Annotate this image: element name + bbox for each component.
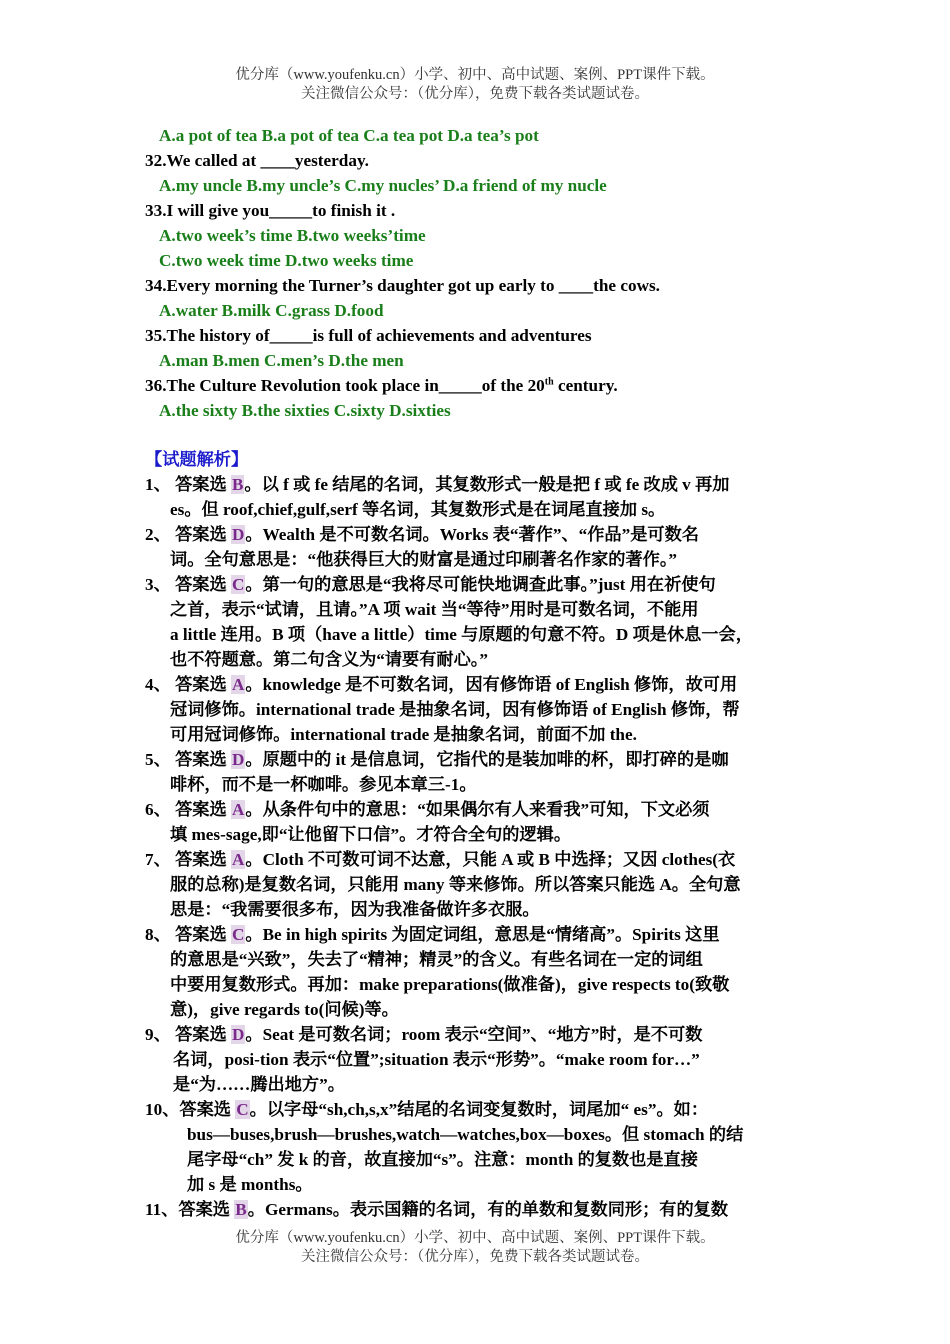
- answer-2: [145, 523, 699, 547]
- answer-4-line-2: 冠词修饰。international trade 是抽象名词，因有修饰语 of English 修饰，帮: [170, 700, 740, 719]
- header-line-2: 关注微信公众号：（优分库），免费下载各类试题试卷。: [301, 86, 649, 102]
- answer-7-line-3: 思是：“我需要很多布，因为我准备做许多衣服。: [170, 900, 540, 919]
- answer-9-key: D: [231, 1025, 245, 1044]
- answer-9-line-2: 名词，posi-tion 表示“位置”;situation 表示“形势”。“make room for…”: [173, 1050, 700, 1069]
- answer-5: [145, 748, 729, 772]
- answer-11-key: B: [235, 1200, 247, 1219]
- q33-text: 33.I will give you_____to finish it .: [145, 201, 396, 220]
- footer-line-1: 优分库（www.youfenku.cn）小学、初中、高中试题、案例、PPT课件下载。: [235, 1230, 715, 1246]
- answer-10-line-3: 尾字母“ch” 发 k 的音，故直接加“s”。注意：month 的复数也是直接: [187, 1150, 698, 1169]
- answer-7-line-1: 。Cloth 不可数可词不达意，只能 A 或 B 中选择；又因 clothes(衣: [245, 850, 736, 869]
- answer-6: [145, 798, 709, 822]
- answer-3-line-3: a little 连用。B 项（have a little）time 与原题的句意不符。D 项是休息一会，: [170, 625, 753, 644]
- answer-1-key: B: [231, 475, 244, 494]
- answer-8-key: C: [231, 925, 245, 944]
- q35-options: A.man B.men C.men’s D.the men: [159, 351, 404, 370]
- answer-3-key: C: [231, 575, 245, 594]
- answer-3: [145, 573, 716, 597]
- q36-text-main: 36.The Culture Revolution took place in_____of the 20: [145, 376, 545, 395]
- answer-2-key: D: [231, 525, 245, 544]
- answer-6-prefix: 6、 答案选: [145, 800, 231, 819]
- q31-options: A.a pot of tea B.a pot of tea C.a tea pot D.a tea’s pot: [159, 126, 539, 145]
- answer-3-line-1: 。第一句的意思是“我将尽可能快地调查此事。”just 用在祈使句: [245, 575, 716, 594]
- q36-text: [145, 374, 618, 398]
- answer-4-line-1: 。knowledge 是不可数名词，因有修饰语 of English 修饰，故可用: [245, 675, 738, 694]
- q32-options: A.my uncle B.my uncle’s C.my nucles’ D.a friend of my nucle: [159, 176, 607, 195]
- q36-options: A.the sixty B.the sixties C.sixty D.sixties: [159, 401, 451, 420]
- answer-8-line-3: 中要用复数形式。再加：make preparations(做准备)，give respects to(致敬: [170, 975, 730, 994]
- answer-3-line-2: 之首，表示“试请，且请。”A 项 wait 当“等待”用时是可数名词，不能用: [170, 600, 699, 619]
- q32-text: 32.We called at ____yesterday.: [145, 151, 369, 170]
- answer-10-line-4: 加 s 是 months。: [187, 1175, 313, 1194]
- answer-6-key: A: [231, 800, 245, 819]
- answer-10-line-2: bus—buses,brush—brushes,watch—watches,box—boxes。但 stomach 的结: [187, 1125, 744, 1144]
- answer-5-key: D: [231, 750, 245, 769]
- answer-1-line-2: es。但 roof,chief,gulf,serf 等名词，其复数形式是在词尾直接加 s。: [170, 500, 666, 519]
- analysis-title: 【试题解析】: [145, 450, 249, 469]
- answer-5-line-1: 。原题中的 it 是信息词，它指代的是装加啡的杯，即打碎的是咖: [245, 750, 729, 769]
- answer-1-prefix: 1、 答案选: [145, 475, 231, 494]
- q33-options-cd: C.two week time D.two weeks time: [159, 251, 414, 270]
- q36-text-end: century.: [553, 376, 618, 395]
- answer-2-line-2: 词。全句意思是：“他获得巨大的财富是通过印刷著名作家的著作。”: [170, 550, 678, 569]
- answer-1: [145, 473, 729, 497]
- q33-options-ab: A.two week’s time B.two weeks’time: [159, 226, 426, 245]
- answer-7-key: A: [231, 850, 245, 869]
- answer-5-line-2: 啡杯，而不是一杯咖啡。参见本章三-1。: [170, 775, 477, 794]
- answer-11-prefix: 11、答案选: [145, 1200, 235, 1219]
- page-footer: [0, 1229, 950, 1267]
- answer-9-line-1: 。Seat 是可数名词；room 表示“空间”、“地方”时，是不可数: [245, 1025, 703, 1044]
- answer-6-line-1: 。从条件句中的意思：“如果偶尔有人来看我”可知，下文必须: [245, 800, 710, 819]
- answer-2-line-1: 。Wealth 是不可数名词。Works 表“著作”、“作品”是可数名: [245, 525, 699, 544]
- q36-superscript: th: [544, 376, 554, 388]
- answer-9: [145, 1023, 702, 1047]
- answer-4: [145, 673, 737, 697]
- answer-3-line-4: 也不符题意。第二句含义为“请要有耐心。”: [170, 650, 488, 669]
- answer-3-prefix: 3、 答案选: [145, 575, 231, 594]
- answer-7-prefix: 7、 答案选: [145, 850, 231, 869]
- header-line-1: 优分库（www.youfenku.cn）小学、初中、高中试题、案例、PPT课件下载。: [235, 67, 715, 83]
- page-header: [0, 66, 950, 104]
- answer-10-line-1: 。以字母“sh,ch,s,x”结尾的名词变复数时，词尾加“ es”。如：: [249, 1100, 709, 1119]
- answer-8-line-1: 。Be in high spirits 为固定词组，意思是“情绪高”。Spirits 这里: [245, 925, 720, 944]
- answer-10-key: C: [236, 1100, 249, 1119]
- answer-4-key: A: [231, 675, 245, 694]
- answer-8-prefix: 8、 答案选: [145, 925, 231, 944]
- answer-1-line-1: 。以 f 或 fe 结尾的名词，其复数形式一般是把 f 或 fe 改成 v 再加: [244, 475, 730, 494]
- q35-text: 35.The history of_____is full of achievements and adventures: [145, 326, 592, 345]
- answer-9-prefix: 9、 答案选: [145, 1025, 231, 1044]
- answer-10-prefix: 10、答案选: [145, 1100, 236, 1119]
- answer-4-prefix: 4、 答案选: [145, 675, 231, 694]
- answer-7: [145, 848, 735, 872]
- answer-8-line-4: 意)，give regards to(问候)等。: [170, 1000, 399, 1019]
- answer-11: [145, 1198, 728, 1222]
- q34-options: A.water B.milk C.grass D.food: [159, 301, 384, 320]
- answer-8-line-2: 的意思是“兴致”，失去了“精神；精灵”的含义。有些名词在一定的词组: [170, 950, 703, 969]
- answer-6-line-2: 填 mes-sage,即“让他留下口信”。才符合全句的逻辑。: [170, 825, 572, 844]
- answer-5-prefix: 5、 答案选: [145, 750, 231, 769]
- answer-11-line-1: 。Germans。表示国籍的名词，有的单数和复数同形；有的复数: [247, 1200, 729, 1219]
- answer-9-line-3: 是“为……腾出地方”。: [173, 1075, 345, 1094]
- answer-2-prefix: 2、 答案选: [145, 525, 231, 544]
- q34-text: 34.Every morning the Turner’s daughter got up early to ____the cows.: [145, 276, 660, 295]
- answer-4-line-3: 可用冠词修饰。international trade 是抽象名词，前面不加 the.: [170, 725, 637, 744]
- footer-line-2: 关注微信公众号：（优分库），免费下载各类试题试卷。: [301, 1249, 649, 1265]
- answer-8: [145, 923, 720, 947]
- answer-7-line-2: 服的总称)是复数名词，只能用 many 等来修饰。所以答案只能选 A。全句意: [170, 875, 741, 894]
- answer-10: [145, 1098, 708, 1122]
